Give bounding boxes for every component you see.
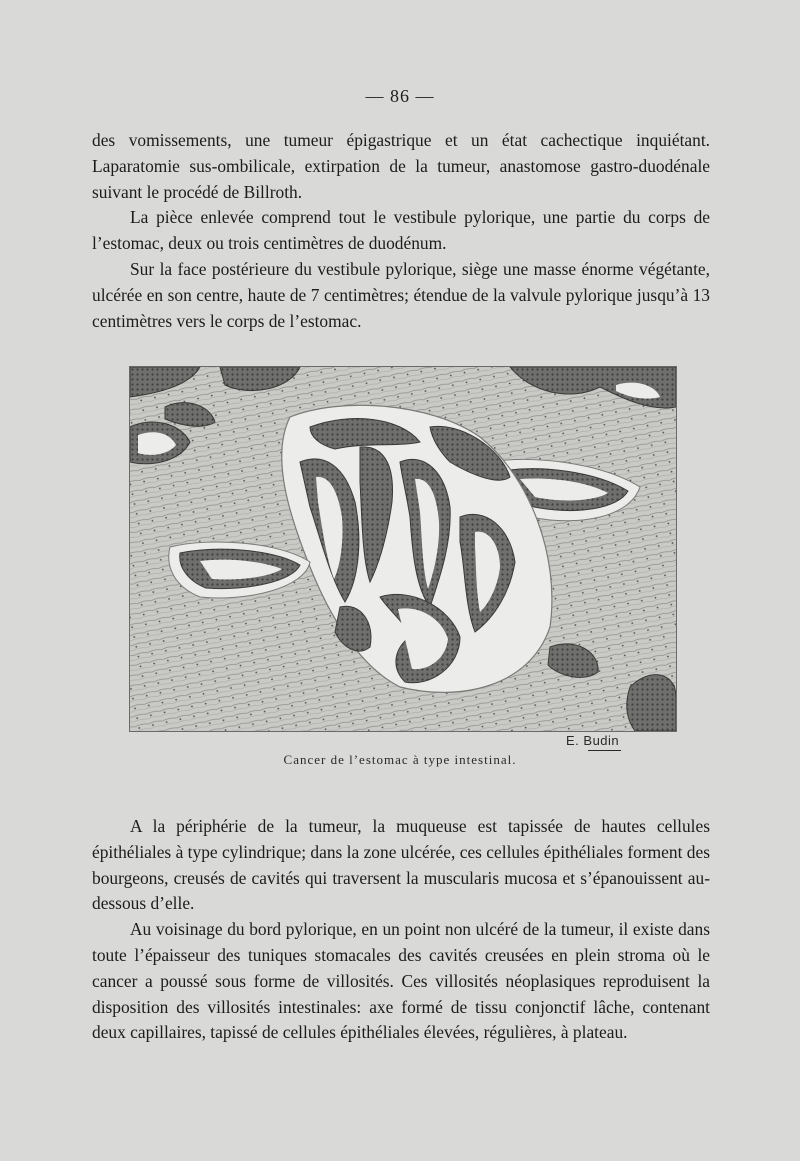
figure-caption: Cancer de l’estomac à type intestinal. xyxy=(283,752,517,767)
paragraph: Sur la face postérieure du vestibule pylorique, siège une masse énorme végétante, ulcérée en son centre, haute de 7 centimètres; étendue de la valvule pylorique jusqu’à 13 centimètres vers le corps de l’estomac. xyxy=(92,258,710,331)
histology-illustration xyxy=(129,366,677,732)
text-block-bottom xyxy=(92,814,710,1046)
paragraph: Au voisinage du bord pylorique, en un point non ulcéré de la tumeur, il existe dans toute l’épaisseur des tuniques stomacales des cavités creusées en plein stroma où le cancer a poussé sous forme de villosités. Ces villosités néoplasiques reproduisent la disposition des villosités intestinales: axe formé de tissu conjonctif lâche, contenant deux capillaires, tapissé de cellules épithéliales élevées, régulières, à plateau. xyxy=(92,919,710,1043)
histology-drawing xyxy=(130,367,676,731)
paragraph: des vomissements, une tumeur épigastrique et un état cachectique inquiétant. Laparatomie sus-ombilicale, extirpation de la tumeur, anastomose gastro-duodénale suivant le procédé de Billroth. xyxy=(92,130,710,202)
illustrator-signature: E. Budin xyxy=(566,733,620,748)
paragraph: La pièce enlevée comprend tout le vestibule pylorique, une partie du corps de l’estomac, deux ou trois centimètres de duodénum. xyxy=(92,207,710,254)
paragraph: A la périphérie de la tumeur, la muqueuse est tapissée de hautes cellules épithéliales à type cylindrique; dans la zone ulcérée, ces cellules épithéliales forment des bourgeons, creusés de cavités qui traversent la muscularis mucosa et s’épanouissent au-dessous d’elle. xyxy=(92,816,710,914)
text-block-top xyxy=(92,128,710,334)
page-number: — 86 — xyxy=(365,86,435,106)
